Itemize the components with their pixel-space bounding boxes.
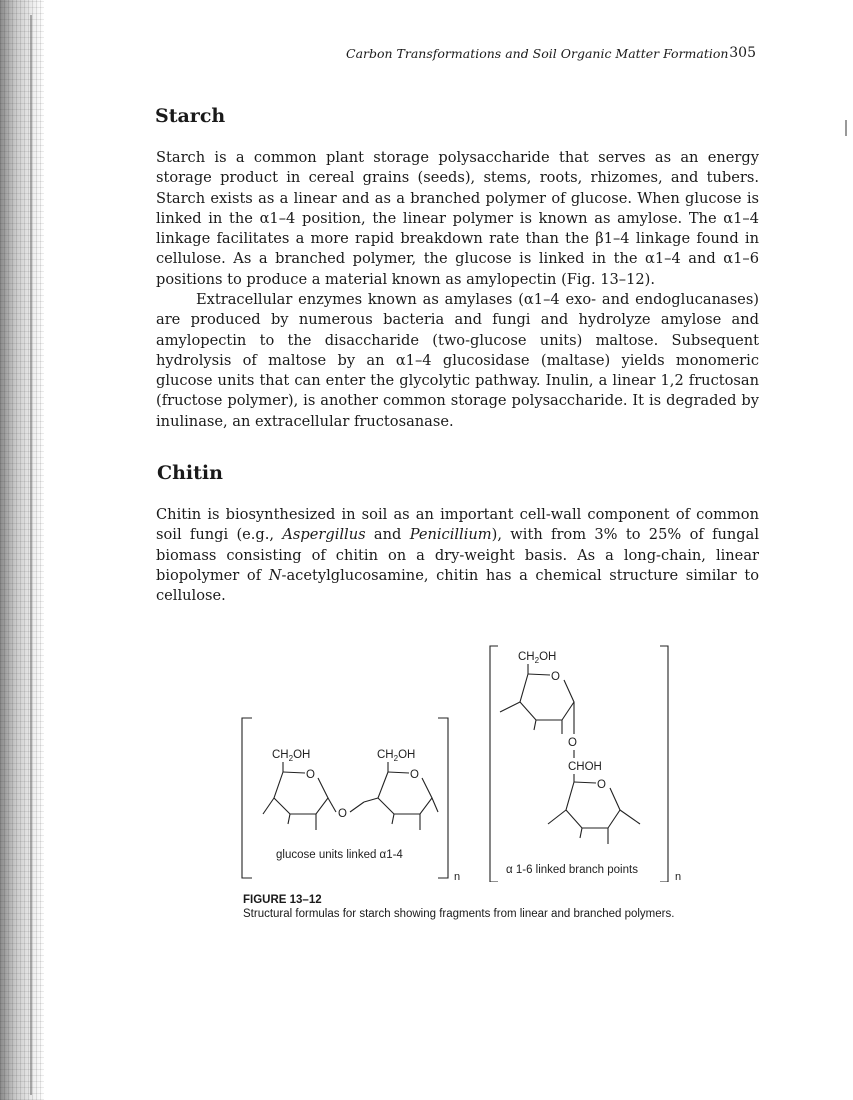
branch-link-1-6 [568, 737, 602, 773]
chitin-paragraph-1: Chitin is biosynthesized in soil as an important cell-wall component of common soil fungi (e.g., Aspergillus and Penicillium), with from 3% to 25% of fungal biomass consisting of chitin on a dry-weight basis. As a long-chain, linear biopolymer of N-acetylglucosamine, chitin has a chemical structure similar to cellulose. [156, 506, 759, 605]
glucose-ring-lower [548, 774, 640, 844]
svg-text:O: O [568, 737, 577, 749]
glycosidic-bridge [328, 798, 364, 820]
figure-caption-text: Structural formulas for starch showing fragments from linear and branched polymers. [243, 908, 675, 920]
running-title: Carbon Transformations and Soil Organic Matter Formation [346, 46, 729, 61]
svg-text:O: O [410, 769, 419, 781]
svg-text:CH2OH: $CH_2OH$ [272, 749, 311, 763]
svg-text:CH2OH: $CH_2OH$ [518, 651, 557, 665]
margin-mark [845, 120, 847, 136]
page-number: 305 [729, 45, 756, 61]
glucose-ring-1 [263, 749, 328, 830]
svg-text:O: O [551, 671, 560, 683]
starch-paragraph-1: Starch is a common plant storage polysaccharide that serves as an energy storage product in cereal grains (seeds), stems, roots, rhizomes, and tubers. Starch exists as a linear and as a branched polymer of glucose. When glucose is linked in the α1–4 position, the linear polymer is known as amylose. The α1–4 linkage facilitates a more rapid breakdown rate than the β1–4 linkage found in cellulose. As a branched polymer, the glucose is linked in the α1–4 and α1–6 positions to produce a material known as amylopectin (Fig. 13–12). [156, 149, 759, 288]
section-heading-chitin: Chitin [157, 462, 223, 484]
figure-label: FIGURE 13–12 [243, 894, 322, 906]
svg-text:n: n [454, 871, 461, 882]
figure-13-12-structures [230, 642, 690, 882]
starch-paragraph-2: Extracellular enzymes known as amylases (α1–4 exo- and endoglucanases) are produced by numerous bacteria and fungi and hydrolyze amylose and amylopectin to the disaccharide (two-glucose units) maltose. Subsequent hydrolysis of maltose by an α1–4 glucosidase (maltase) yields monomeric glucose units that can enter the glycolytic pathway. Inulin, a linear 1,2 fructosan (fructose polymer), is another common storage polysaccharide. It is degraded by inulinase, an extracellular fructosanase. [156, 291, 759, 430]
genus-penicillium: Penicillium [409, 526, 492, 544]
glucose-ring-upper [500, 651, 574, 734]
figure-caption [243, 893, 693, 921]
svg-text:n: n [675, 871, 682, 882]
svg-text:CHOH: CHOH [568, 761, 602, 773]
running-header [346, 46, 756, 66]
linear-linkage-label: glucose units linked α1-4 [276, 849, 403, 861]
book-binding-shadow [0, 0, 44, 1100]
svg-text:O: O [597, 779, 606, 791]
page-gutter-edge [30, 15, 32, 1095]
branch-linkage-label: α 1-6 linked branch points [506, 864, 638, 876]
svg-text:O: O [338, 808, 347, 820]
glucose-ring-2 [364, 749, 438, 830]
svg-text:CH2OH: $CH_2OH$ [377, 749, 416, 763]
svg-text:O: O [306, 769, 315, 781]
genus-aspergillus: Aspergillus [282, 526, 366, 544]
section-heading-starch: Starch [155, 105, 226, 127]
